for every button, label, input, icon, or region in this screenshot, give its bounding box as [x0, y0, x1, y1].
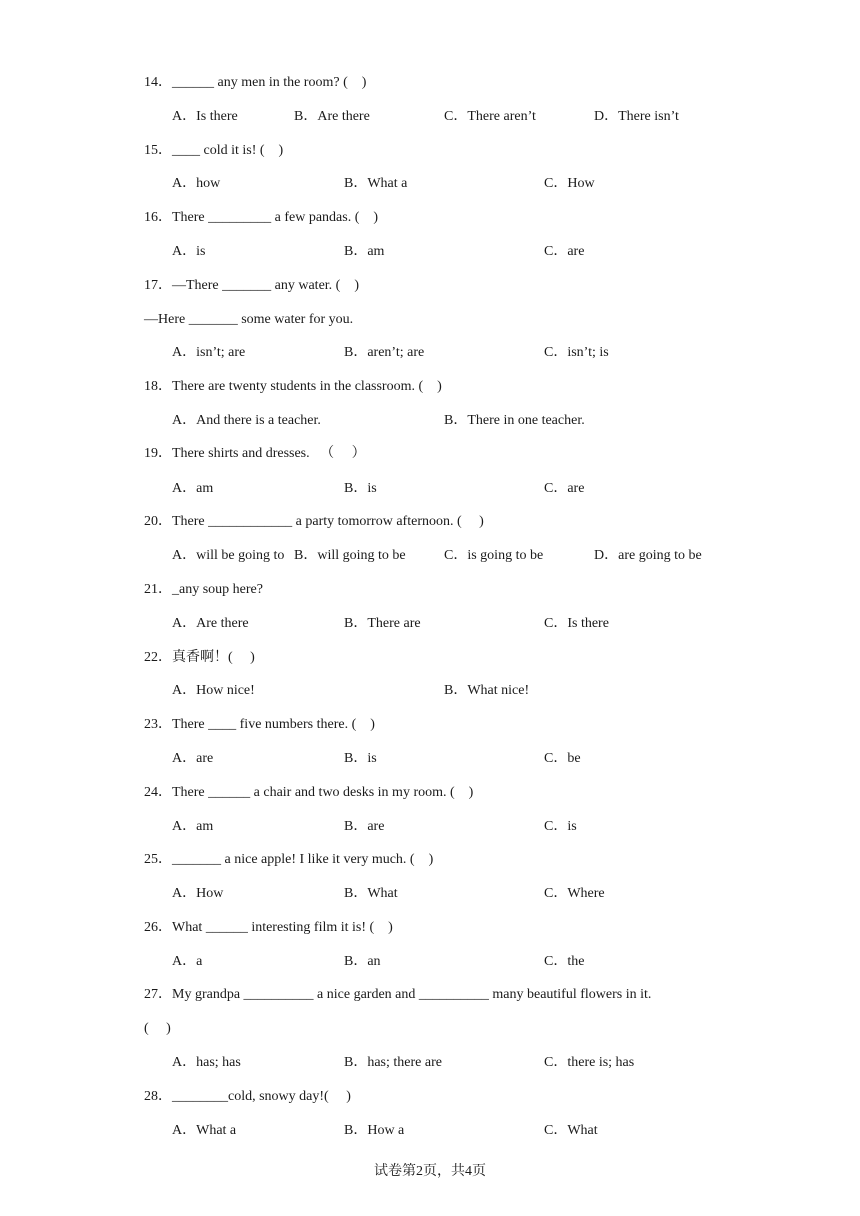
question-28-option-b: B．How a: [344, 1123, 405, 1138]
question-17-stem: 17．—There _______ any water. ( ): [144, 278, 359, 293]
question-16-stem: 16．There _________ a few pandas. ( ): [144, 210, 379, 225]
question-14-stem: 14．______ any men in the room? ( ): [144, 75, 367, 90]
question-25-option-b: B．What: [344, 886, 398, 901]
question-15-option-c: C．How: [544, 176, 595, 191]
question-21-option-b: B．There are: [344, 616, 421, 631]
question-27-option-a: A．has; has: [172, 1055, 241, 1070]
question-19-option-a: A．am: [172, 481, 214, 496]
question-21-option-c: C．Is there: [544, 616, 609, 631]
question-21-option-a: A．Are there: [172, 616, 249, 631]
question-25-option-c: C．Where: [544, 886, 605, 901]
question-23-stem: 23．There ____ five numbers there. ( ): [144, 717, 375, 732]
question-25-option-a: A．How: [172, 886, 224, 901]
question-27-stem-line2: ( ): [144, 1021, 171, 1036]
question-19-option-c: C．are: [544, 481, 585, 496]
question-18-stem: 18．There are twenty students in the classroom. ( ): [144, 379, 442, 394]
question-16-option-a: A．is: [172, 244, 206, 259]
question-14-option-a: A．Is there: [172, 109, 238, 124]
question-14-option-d: D．There isn’t: [594, 109, 679, 124]
question-26-stem: 26．What ______ interesting film it is! ( ): [144, 920, 393, 935]
question-17-option-a: A．isn’t; are: [172, 345, 246, 360]
question-19-stem: 19．There shirts and dresses. （ ）: [144, 446, 366, 461]
question-15-option-b: B．What a: [344, 176, 408, 191]
question-14-option-c: C．There aren’t: [444, 109, 536, 124]
question-20-option-a: A．will be going to: [172, 548, 285, 563]
question-17-option-b: B．aren’t; are: [344, 345, 425, 360]
question-20-stem: 20．There ____________ a party tomorrow afternoon. ( ): [144, 514, 484, 529]
question-26-option-c: C．the: [544, 954, 585, 969]
question-16-option-b: B．am: [344, 244, 385, 259]
question-28-option-c: C．What: [544, 1123, 598, 1138]
question-20-option-c: C．is going to be: [444, 548, 544, 563]
question-23-option-a: A．are: [172, 751, 214, 766]
question-23-option-b: B．is: [344, 751, 377, 766]
question-17-option-c: C．isn’t; is: [544, 345, 609, 360]
question-24-option-a: A．am: [172, 819, 214, 834]
question-17-stem-line2: —Here _______ some water for you.: [144, 312, 354, 327]
question-28-option-a: A．What a: [172, 1123, 237, 1138]
question-14-option-b: B．Are there: [294, 109, 370, 124]
question-27-option-c: C．there is; has: [544, 1055, 635, 1070]
question-24-stem: 24．There ______ a chair and two desks in my room. ( ): [144, 785, 474, 800]
question-23-option-c: C．be: [544, 751, 581, 766]
question-27-stem: 27．My grandpa __________ a nice garden and __________ many beautiful flowers in it.: [144, 987, 652, 1002]
page-footer: 试卷第2页，共4页: [374, 1164, 486, 1179]
question-26-option-a: A．a: [172, 954, 203, 969]
question-15-stem: 15．____ cold it is! ( ): [144, 143, 284, 158]
question-19-option-b: B．is: [344, 481, 377, 496]
question-22-option-b: B．What nice!: [444, 683, 530, 698]
question-16-option-c: C．are: [544, 244, 585, 259]
question-24-option-b: B．are: [344, 819, 385, 834]
question-22-option-a: A．How nice!: [172, 683, 255, 698]
question-20-option-d: D．are going to be: [594, 548, 702, 563]
question-28-stem: 28．________cold, snowy day!( ): [144, 1089, 351, 1104]
question-26-option-b: B．an: [344, 954, 381, 969]
question-27-option-b: B．has; there are: [344, 1055, 442, 1070]
question-22-stem: 22．真香啊！( ): [144, 650, 255, 665]
question-18-option-b: B．There in one teacher.: [444, 413, 585, 428]
question-15-option-a: A．how: [172, 176, 221, 191]
question-25-stem: 25．_______ a nice apple! I like it very much. ( ): [144, 852, 434, 867]
question-18-option-a: A．And there is a teacher.: [172, 413, 321, 428]
question-21-stem: 21．_any soup here?: [144, 582, 263, 597]
question-20-option-b: B．will going to be: [294, 548, 406, 563]
question-24-option-c: C．is: [544, 819, 577, 834]
